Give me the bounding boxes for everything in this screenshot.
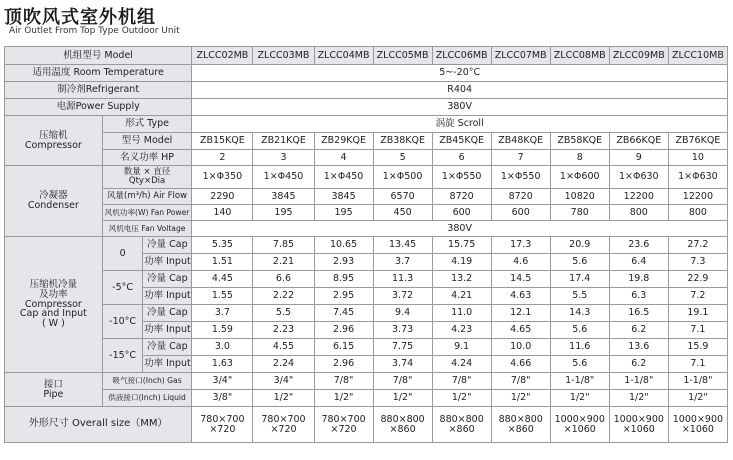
fan-qty-cell: 1×Φ630 xyxy=(668,166,727,189)
air-flow-cell: 3845 xyxy=(314,189,373,205)
refrigerant-label: 制冷剂Refrigerant xyxy=(5,82,192,99)
power-supply-value: 380V xyxy=(192,99,728,116)
comp-model-cell: ZB29KQE xyxy=(314,133,373,150)
air-flow-label: 风量(m³/h) Air Flow xyxy=(102,189,192,205)
overall-size-line1: 780×700 xyxy=(261,413,306,425)
cap-label: 冷量 Cap xyxy=(143,237,192,254)
cap-cell: 11.0 xyxy=(432,305,491,322)
liquid-cell: 1/2" xyxy=(253,390,314,407)
cap-cell: 7.45 xyxy=(314,305,373,322)
hp-cell: 10 xyxy=(668,150,727,166)
overall-size-line1: 1000×900 xyxy=(554,413,605,425)
cap-cell: 19.1 xyxy=(668,305,727,322)
overall-size-row xyxy=(5,407,728,443)
cap-cell: 7.75 xyxy=(373,339,432,356)
input-cell: 4.24 xyxy=(432,356,491,373)
liquid-cell: 1/2" xyxy=(668,390,727,407)
gas-label: 吸气接口(Inch) Gas xyxy=(102,373,192,390)
overall-size-cell xyxy=(491,407,550,443)
overall-size-cell xyxy=(373,407,432,443)
input-cell: 7.1 xyxy=(668,322,727,339)
comp-model-cell: ZB66KQE xyxy=(609,133,668,150)
input-cell: 4.66 xyxy=(491,356,550,373)
pipe-label-en: Pipe xyxy=(43,388,64,400)
model-cell: ZLCC07MB xyxy=(491,47,550,65)
overall-size-cell xyxy=(314,407,373,443)
cap-cell: 13.45 xyxy=(373,237,432,254)
input-cell: 6.2 xyxy=(609,322,668,339)
input-cell: 6.2 xyxy=(609,356,668,373)
cap-label: 冷量 Cap xyxy=(143,305,192,322)
liquid-cell: 1/2" xyxy=(373,390,432,407)
cap-cell: 4.45 xyxy=(192,271,253,288)
overall-size-line1: 780×700 xyxy=(321,413,366,425)
air-flow-cell: 10820 xyxy=(550,189,609,205)
overall-size-line2: ×1060 xyxy=(681,423,714,435)
input-label: 功率 Input xyxy=(143,322,192,339)
comp-type-row xyxy=(5,116,728,133)
input-cell: 2.21 xyxy=(253,254,314,271)
model-cell: ZLCC03MB xyxy=(253,47,314,65)
overall-size-cell xyxy=(550,407,609,443)
overall-size-line2: ×1060 xyxy=(622,423,655,435)
input-label: 功率 Input xyxy=(143,254,192,271)
condenser-group-label xyxy=(5,166,103,237)
temp-label: -15°C xyxy=(102,339,143,373)
overall-size-line2: ×1060 xyxy=(563,423,596,435)
fan-qty-label-cn: 数量 × 直径 xyxy=(123,167,171,178)
gas-cell: 7/8" xyxy=(432,373,491,390)
gas-cell: 3/4" xyxy=(253,373,314,390)
room-temp-label: 适用温度 Room Temperature xyxy=(5,65,192,82)
cap-cell: 12.1 xyxy=(491,305,550,322)
cap-group-cn2: 及功率 xyxy=(39,288,68,300)
spec-table xyxy=(4,46,728,443)
hp-cell: 2 xyxy=(192,150,253,166)
gas-cell: 7/8" xyxy=(491,373,550,390)
gas-row xyxy=(5,373,728,390)
fan-voltage-value: 380V xyxy=(192,221,728,237)
cap-label: 冷量 Cap xyxy=(143,339,192,356)
fan-qty-label xyxy=(102,166,192,189)
air-flow-cell: 8720 xyxy=(432,189,491,205)
cap-cell: 5.5 xyxy=(253,305,314,322)
input-cell: 5.5 xyxy=(550,288,609,305)
model-cell: ZLCC08MB xyxy=(550,47,609,65)
comp-type-label: 形式 Type xyxy=(102,116,192,133)
model-cell: ZLCC04MB xyxy=(314,47,373,65)
input-cell: 5.6 xyxy=(550,356,609,373)
air-flow-cell: 12200 xyxy=(668,189,727,205)
fan-power-cell: 600 xyxy=(432,205,491,221)
refrigerant-row xyxy=(5,82,728,99)
liquid-cell: 1/2" xyxy=(550,390,609,407)
overall-size-line2: ×860 xyxy=(389,423,416,435)
cap-cell: 6.15 xyxy=(314,339,373,356)
input-cell: 4.21 xyxy=(432,288,491,305)
input-cell: 3.73 xyxy=(373,322,432,339)
cap-cell: 23.6 xyxy=(609,237,668,254)
cap-cell: 19.8 xyxy=(609,271,668,288)
gas-cell: 7/8" xyxy=(314,373,373,390)
overall-size-line1: 880×800 xyxy=(380,413,425,425)
cap-cell: 9.4 xyxy=(373,305,432,322)
fan-qty-row xyxy=(5,166,728,189)
hp-cell: 4 xyxy=(314,150,373,166)
cap-group-cn1: 压缩机冷量 xyxy=(29,278,78,290)
overall-size-label: 外形尺寸 Overall size（MM） xyxy=(5,407,192,443)
hp-cell: 9 xyxy=(609,150,668,166)
cap-cell: 13.2 xyxy=(432,271,491,288)
model-cell: ZLCC09MB xyxy=(609,47,668,65)
cap-cell: 14.3 xyxy=(550,305,609,322)
cap-row xyxy=(5,237,728,254)
fan-power-cell: 600 xyxy=(491,205,550,221)
hp-cell: 5 xyxy=(373,150,432,166)
compressor-label-en: Compressor xyxy=(24,139,82,151)
input-cell: 7.3 xyxy=(668,254,727,271)
fan-power-cell: 450 xyxy=(373,205,432,221)
input-cell: 2.22 xyxy=(253,288,314,305)
gas-cell: 7/8" xyxy=(373,373,432,390)
cap-cell: 5.35 xyxy=(192,237,253,254)
cap-cell: 27.2 xyxy=(668,237,727,254)
input-cell: 2.23 xyxy=(253,322,314,339)
cap-group-en1: Compressor xyxy=(24,298,82,310)
input-label: 功率 Input xyxy=(143,288,192,305)
overall-size-cell xyxy=(253,407,314,443)
cap-cell: 20.9 xyxy=(550,237,609,254)
input-cell: 2.96 xyxy=(314,322,373,339)
cap-cell: 22.9 xyxy=(668,271,727,288)
hp-row xyxy=(5,150,728,166)
cap-cell: 14.5 xyxy=(491,271,550,288)
comp-model-cell: ZB45KQE xyxy=(432,133,491,150)
overall-size-cell xyxy=(192,407,253,443)
cap-cell: 3.7 xyxy=(192,305,253,322)
cap-cell: 10.0 xyxy=(491,339,550,356)
input-cell: 4.23 xyxy=(432,322,491,339)
fan-qty-cell: 1×Φ450 xyxy=(253,166,314,189)
input-cell: 5.6 xyxy=(550,254,609,271)
air-flow-cell: 6570 xyxy=(373,189,432,205)
cap-cell: 10.65 xyxy=(314,237,373,254)
overall-size-line2: ×720 xyxy=(330,423,357,435)
model-label: 机组型号 Model xyxy=(5,47,192,65)
input-cell: 2.95 xyxy=(314,288,373,305)
cap-cell: 11.3 xyxy=(373,271,432,288)
input-label: 功率 Input xyxy=(143,356,192,373)
overall-size-line1: 780×700 xyxy=(200,413,245,425)
cap-group-unit: ( W ) xyxy=(41,318,65,330)
overall-size-line1: 880×800 xyxy=(498,413,543,425)
overall-size-line1: 1000×900 xyxy=(613,413,664,425)
comp-model-cell: ZB21KQE xyxy=(253,133,314,150)
gas-cell: 3/4" xyxy=(192,373,253,390)
fan-qty-cell: 1×Φ450 xyxy=(314,166,373,189)
comp-type-value: 涡旋 Scroll xyxy=(192,116,728,133)
input-cell: 1.51 xyxy=(192,254,253,271)
cap-group-en2: Cap and Input xyxy=(19,308,87,320)
air-flow-cell: 3845 xyxy=(253,189,314,205)
cap-cell: 11.6 xyxy=(550,339,609,356)
gas-cell: 1-1/8" xyxy=(609,373,668,390)
fan-qty-cell: 1×Φ600 xyxy=(550,166,609,189)
cap-row xyxy=(5,305,728,322)
fan-power-cell: 800 xyxy=(609,205,668,221)
fan-voltage-row xyxy=(5,221,728,237)
model-cell: ZLCC10MB xyxy=(668,47,727,65)
condenser-label-cn: 冷凝器 xyxy=(39,190,68,202)
hp-cell: 8 xyxy=(550,150,609,166)
air-flow-cell: 2290 xyxy=(192,189,253,205)
input-cell: 7.1 xyxy=(668,356,727,373)
air-flow-cell: 12200 xyxy=(609,189,668,205)
hp-label: 名义功率 HP xyxy=(102,150,192,166)
fan-qty-label-en: Qty×Dia xyxy=(128,176,166,186)
hp-cell: 6 xyxy=(432,150,491,166)
input-cell: 4.63 xyxy=(491,288,550,305)
liquid-cell: 1/2" xyxy=(609,390,668,407)
overall-size-line2: ×720 xyxy=(209,423,236,435)
cap-cell: 8.95 xyxy=(314,271,373,288)
fan-power-cell: 780 xyxy=(550,205,609,221)
liquid-cell: 1/2" xyxy=(314,390,373,407)
overall-size-line2: ×720 xyxy=(270,423,297,435)
overall-size-cell xyxy=(432,407,491,443)
gas-cell: 1-1/8" xyxy=(668,373,727,390)
fan-qty-cell: 1×Φ550 xyxy=(491,166,550,189)
cap-cell: 17.4 xyxy=(550,271,609,288)
liquid-label: 供液接口(Inch) Liquid xyxy=(102,390,192,407)
input-cell: 3.74 xyxy=(373,356,432,373)
power-supply-label: 电源Power Supply xyxy=(5,99,192,116)
cap-cell: 13.6 xyxy=(609,339,668,356)
model-cell: ZLCC05MB xyxy=(373,47,432,65)
cap-cell: 9.1 xyxy=(432,339,491,356)
input-cell: 3.72 xyxy=(373,288,432,305)
cap-cell: 4.55 xyxy=(253,339,314,356)
fan-voltage-label: 风机电压 Fan Voltage xyxy=(102,221,192,237)
input-cell: 4.65 xyxy=(491,322,550,339)
pipe-group-label xyxy=(5,373,103,407)
refrigerant-value: R404 xyxy=(192,82,728,99)
liquid-cell: 1/2" xyxy=(432,390,491,407)
cap-cell: 15.75 xyxy=(432,237,491,254)
condenser-label-en: Condenser xyxy=(27,200,79,211)
room-temp-row xyxy=(5,65,728,82)
input-cell: 4.6 xyxy=(491,254,550,271)
input-cell: 7.2 xyxy=(668,288,727,305)
comp-model-row xyxy=(5,133,728,150)
fan-qty-cell: 1×Φ350 xyxy=(192,166,253,189)
input-cell: 6.3 xyxy=(609,288,668,305)
input-cell: 3.7 xyxy=(373,254,432,271)
cap-cell: 15.9 xyxy=(668,339,727,356)
comp-model-cell: ZB38KQE xyxy=(373,133,432,150)
gas-cell: 1-1/8" xyxy=(550,373,609,390)
input-cell: 6.4 xyxy=(609,254,668,271)
compressor-label-cn: 压缩机 xyxy=(39,129,68,141)
overall-size-line1: 880×800 xyxy=(439,413,484,425)
temp-label: 0 xyxy=(102,237,143,271)
air-flow-cell: 8720 xyxy=(491,189,550,205)
input-cell: 2.93 xyxy=(314,254,373,271)
fan-qty-cell: 1×Φ550 xyxy=(432,166,491,189)
liquid-cell: 3/8" xyxy=(192,390,253,407)
page-title: 顶吹风式室外机组 xyxy=(4,7,156,28)
input-cell: 2.24 xyxy=(253,356,314,373)
overall-size-line2: ×860 xyxy=(448,423,475,435)
hp-cell: 3 xyxy=(253,150,314,166)
input-cell: 1.59 xyxy=(192,322,253,339)
fan-power-cell: 195 xyxy=(253,205,314,221)
overall-size-cell xyxy=(668,407,727,443)
comp-model-cell: ZB58KQE xyxy=(550,133,609,150)
cap-cell: 17.3 xyxy=(491,237,550,254)
temp-label: -10°C xyxy=(102,305,143,339)
hp-cell: 7 xyxy=(491,150,550,166)
fan-power-cell: 195 xyxy=(314,205,373,221)
compressor-group-label xyxy=(5,116,103,166)
input-cell: 4.19 xyxy=(432,254,491,271)
model-row xyxy=(5,47,728,65)
model-cell: ZLCC06MB xyxy=(432,47,491,65)
page-subtitle: Air Outlet From Top Type Outdoor Unit xyxy=(9,26,180,36)
cap-label: 冷量 Cap xyxy=(143,271,192,288)
power-supply-row xyxy=(5,99,728,116)
input-cell: 1.55 xyxy=(192,288,253,305)
fan-power-cell: 140 xyxy=(192,205,253,221)
overall-size-line1: 1000×900 xyxy=(672,413,724,425)
cap-input-group-label xyxy=(5,237,103,373)
overall-size-line2: ×860 xyxy=(507,423,534,435)
fan-qty-cell: 1×Φ630 xyxy=(609,166,668,189)
liquid-row xyxy=(5,390,728,407)
cap-cell: 3.0 xyxy=(192,339,253,356)
comp-model-cell: ZB48KQE xyxy=(491,133,550,150)
comp-model-cell: ZB15KQE xyxy=(192,133,253,150)
overall-size-cell xyxy=(609,407,668,443)
room-temp-value: 5~-20°C xyxy=(192,65,728,82)
comp-model-label: 型号 Model xyxy=(102,133,192,150)
input-cell: 2.96 xyxy=(314,356,373,373)
fan-power-row xyxy=(5,205,728,221)
temp-label: -5°C xyxy=(102,271,143,305)
air-flow-row xyxy=(5,189,728,205)
pipe-label-cn: 接口 xyxy=(43,378,63,390)
liquid-cell: 1/2" xyxy=(491,390,550,407)
cap-row xyxy=(5,339,728,356)
fan-power-cell: 800 xyxy=(668,205,727,221)
cap-row xyxy=(5,271,728,288)
cap-cell: 16.5 xyxy=(609,305,668,322)
model-cell: ZLCC02MB xyxy=(192,47,253,65)
fan-qty-cell: 1×Φ500 xyxy=(373,166,432,189)
comp-model-cell: ZB76KQE xyxy=(668,133,727,150)
cap-cell: 6.6 xyxy=(253,271,314,288)
cap-cell: 7.85 xyxy=(253,237,314,254)
input-cell: 5.6 xyxy=(550,322,609,339)
input-cell: 1.63 xyxy=(192,356,253,373)
fan-power-label: 风机功率(W) Fan Power xyxy=(102,205,192,221)
